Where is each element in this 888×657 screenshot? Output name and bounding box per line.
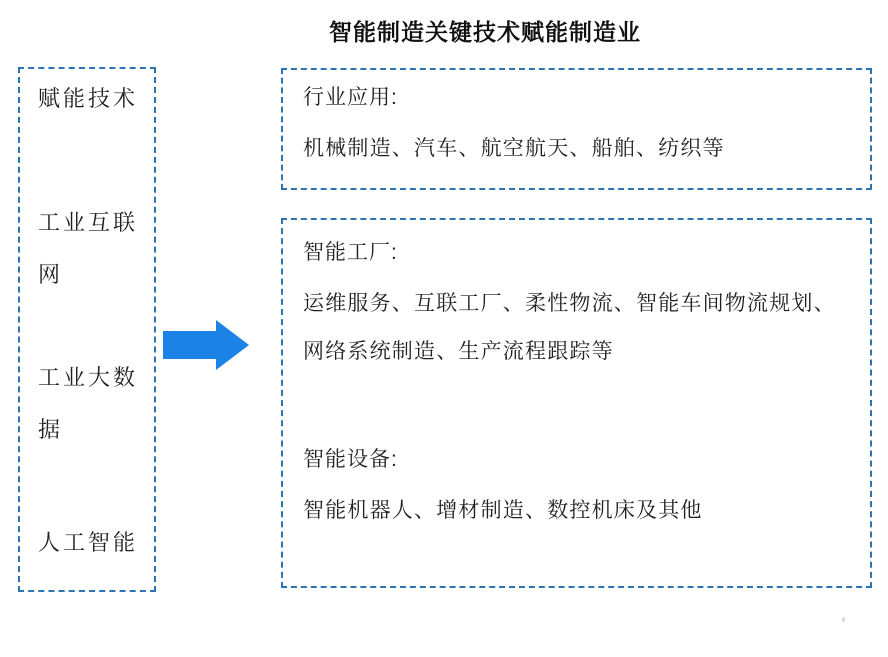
smart-factory-items-line1: 运维服务、互联工厂、柔性物流、智能车间物流规划、 bbox=[303, 292, 836, 315]
flow-right-arrow-icon bbox=[163, 320, 249, 370]
smart-factory-section bbox=[303, 238, 856, 376]
smart-factory-equipment-box bbox=[281, 218, 872, 588]
scan-artifact-dot bbox=[842, 617, 845, 622]
industry-application-items: 机械制造、汽车、航空航天、船舶、纺织等 bbox=[303, 137, 725, 160]
smart-equipment-section bbox=[303, 445, 856, 535]
smart-equipment-heading: 智能设备: bbox=[303, 448, 398, 471]
smart-factory-items-line2: 网络系统制造、生产流程跟踪等 bbox=[303, 340, 614, 363]
left-item-ai: 人工智能 bbox=[38, 530, 139, 555]
left-item-industrial-bigdata: 工业大数据 bbox=[38, 365, 139, 442]
industry-application-section bbox=[303, 83, 856, 173]
diagram-title: 智能制造关键技术赋能制造业 bbox=[329, 19, 641, 45]
industry-application-heading: 行业应用: bbox=[303, 86, 398, 109]
industry-application-box bbox=[281, 68, 872, 190]
smart-equipment-items: 智能机器人、增材制造、数控机床及其他 bbox=[303, 499, 703, 522]
left-item-industrial-internet: 工业互联网 bbox=[38, 210, 139, 287]
left-item-enabling-tech: 赋能技术 bbox=[38, 86, 139, 111]
enabling-tech-box bbox=[18, 67, 156, 592]
smart-factory-heading: 智能工厂: bbox=[303, 241, 398, 264]
